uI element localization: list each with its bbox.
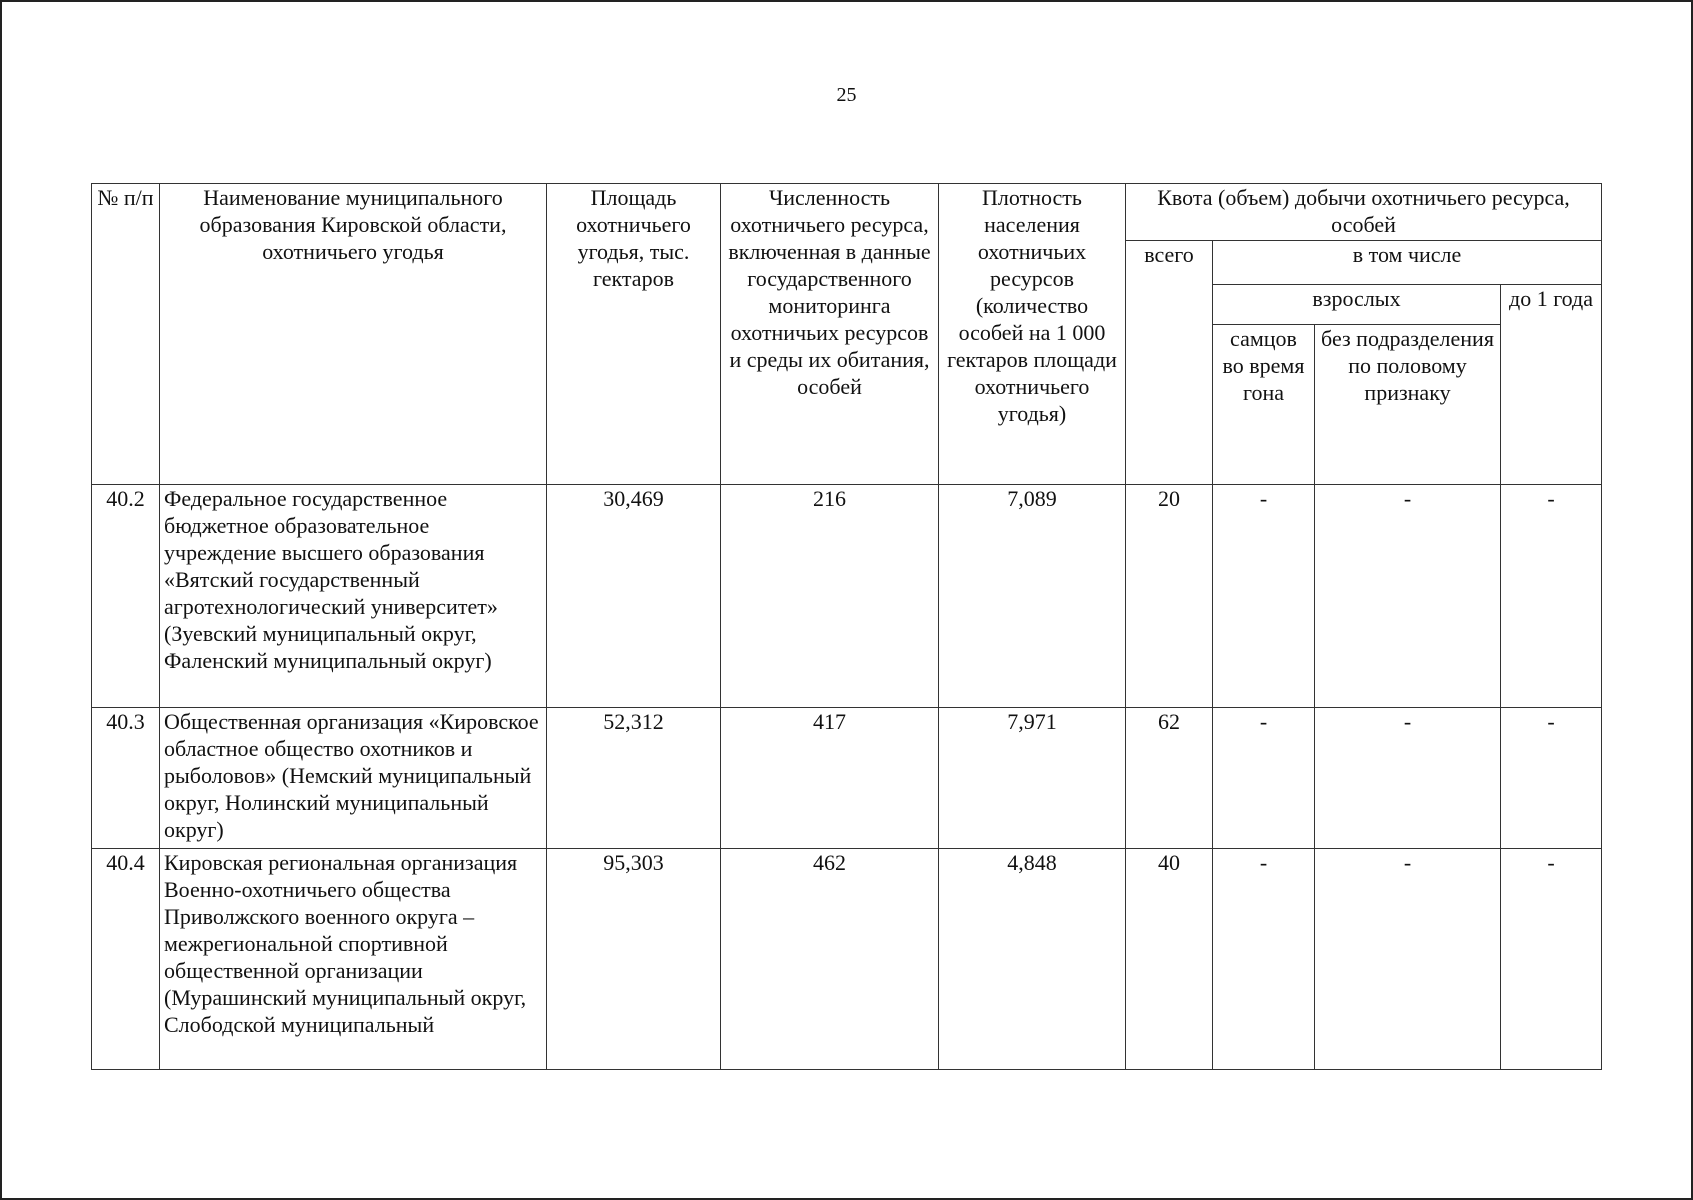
row-males-rut: - bbox=[1213, 708, 1315, 849]
header-population: Численность охотничьего ресурса, включенная в данные государственного мониторинга охотничьих ресурсов и среды их обитания, особей bbox=[721, 184, 939, 485]
table-row bbox=[92, 849, 1602, 1070]
row-area: 95,303 bbox=[547, 849, 721, 1070]
row-under-one: - bbox=[1501, 849, 1602, 1070]
header-no-sex-division: без подразделения по половому признаку bbox=[1315, 325, 1501, 485]
row-population: 462 bbox=[721, 849, 939, 1070]
header-adults: взрослых bbox=[1213, 285, 1501, 325]
header-males-rut: самцов во время гона bbox=[1213, 325, 1315, 485]
row-num: 40.3 bbox=[92, 708, 160, 849]
row-num: 40.4 bbox=[92, 849, 160, 1070]
row-total: 40 bbox=[1126, 849, 1213, 1070]
row-total: 20 bbox=[1126, 485, 1213, 708]
row-males-rut: - bbox=[1213, 849, 1315, 1070]
header-area: Площадь охотничьего угодья, тыс. гектаров bbox=[547, 184, 721, 485]
page-number: 25 bbox=[836, 84, 857, 106]
header-num: № п/п bbox=[92, 184, 160, 485]
row-under-one: - bbox=[1501, 485, 1602, 708]
row-area: 30,469 bbox=[547, 485, 721, 708]
header-density: Плотность населения охотничьих ресурсов (количество особей на 1 000 гектаров площади охотничьего угодья) bbox=[939, 184, 1126, 485]
table-row bbox=[92, 708, 1602, 849]
row-males-rut: - bbox=[1213, 485, 1315, 708]
row-name: Кировская региональная организация Военно-охотничьего общества Приволжского военного округа – межрегиональной спортивной общественной организации (Мурашинский муниципальный округ, Слободской муниципальный bbox=[160, 849, 547, 1070]
row-no-sex-division: - bbox=[1315, 708, 1501, 849]
header-total: всего bbox=[1126, 241, 1213, 485]
row-population: 417 bbox=[721, 708, 939, 849]
row-density: 7,089 bbox=[939, 485, 1126, 708]
row-name: Федеральное государственное бюджетное образовательное учреждение высшего образования «Вятский государственный агротехнологический университет» (Зуевский муниципальный округ, Фаленский муниципальный округ) bbox=[160, 485, 547, 708]
row-under-one: - bbox=[1501, 708, 1602, 849]
row-area: 52,312 bbox=[547, 708, 721, 849]
header-including: в том числе bbox=[1213, 241, 1602, 285]
header-under-one: до 1 года bbox=[1501, 285, 1602, 485]
row-total: 62 bbox=[1126, 708, 1213, 849]
header-name: Наименование муниципального образования Кировской области, охотничьего угодья bbox=[160, 184, 547, 485]
row-no-sex-division: - bbox=[1315, 485, 1501, 708]
table-row bbox=[92, 485, 1602, 708]
header-quota: Квота (объем) добычи охотничьего ресурса, особей bbox=[1126, 184, 1602, 241]
row-population: 216 bbox=[721, 485, 939, 708]
row-density: 7,971 bbox=[939, 708, 1126, 849]
row-name: Общественная организация «Кировское областное общество охотников и рыболовов» (Немский муниципальный округ, Нолинский муниципальный округ) bbox=[160, 708, 547, 849]
row-density: 4,848 bbox=[939, 849, 1126, 1070]
hunting-quota-table bbox=[91, 183, 1602, 1070]
row-num: 40.2 bbox=[92, 485, 160, 708]
row-no-sex-division: - bbox=[1315, 849, 1501, 1070]
